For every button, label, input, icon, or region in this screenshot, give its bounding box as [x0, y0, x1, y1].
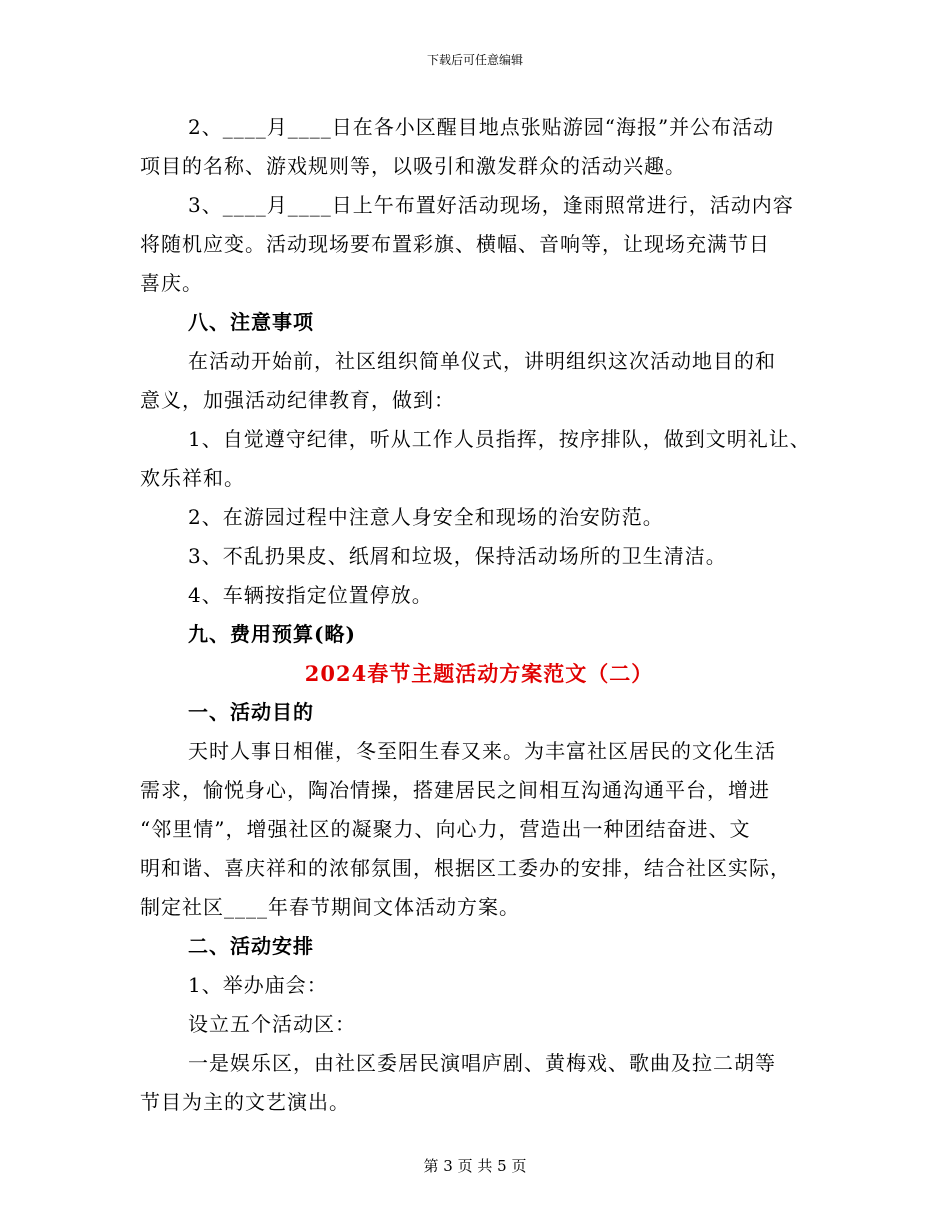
paragraph-line: 3、不乱扔果皮、纸屑和垃圾，保持活动场所的卫生清洁。	[188, 544, 727, 568]
paragraph-line: 项目的名称、游戏规则等，以吸引和激发群众的活动兴趣。	[140, 154, 686, 178]
section-heading: 九、费用预算(略)	[188, 622, 356, 646]
paragraph-line: 需求，愉悦身心，陶冶情操，搭建居民之间相互沟通沟通平台，增进	[140, 778, 770, 802]
paragraph-line: 制定社区____年春节期间文体活动方案。	[140, 895, 520, 919]
paragraph-line: 2、____月____日在各小区醒目地点张贴游园“海报”并公布活动	[188, 115, 775, 139]
paragraph-line: 1、自觉遵守纪律，听从工作人员指挥，按序排队，做到文明礼让、	[188, 427, 811, 451]
section-heading: 八、注意事项	[188, 310, 314, 334]
paragraph-line: 将随机应变。活动现场要布置彩旗、横幅、音响等，让现场充满节日	[140, 232, 770, 256]
document-subtitle: 2024春节主题活动方案范文（二）	[304, 661, 654, 686]
page-number: 第 3 页 共 5 页	[423, 1157, 527, 1175]
paragraph-line: 设立五个活动区：	[188, 1012, 356, 1036]
paragraph-line: 喜庆。	[140, 271, 203, 295]
paragraph-line: 3、____月____日上午布置好活动现场，逢雨照常进行，活动内容	[188, 193, 794, 217]
section-heading: 二、活动安排	[188, 934, 314, 958]
paragraph-line: 4、车辆按指定位置停放。	[188, 583, 433, 607]
paragraph-line: 意义，加强活动纪律教育，做到：	[140, 388, 455, 412]
paragraph-line: 1、举办庙会：	[188, 973, 328, 997]
paragraph-line: 天时人事日相催，冬至阳生春又来。为丰富社区居民的文化生活	[188, 739, 776, 763]
paragraph-line: 节目为主的文艺演出。	[140, 1090, 350, 1114]
paragraph-line: 2、在游园过程中注意人身安全和现场的治安防范。	[188, 505, 664, 529]
document-body	[140, 108, 820, 1122]
paragraph-line: 在活动开始前，社区组织简单仪式，讲明组织这次活动地目的和	[188, 349, 776, 373]
paragraph-line: 欢乐祥和。	[140, 466, 245, 490]
paragraph-line: 一是娱乐区，由社区委居民演唱庐剧、黄梅戏、歌曲及拉二胡等	[188, 1051, 776, 1075]
paragraph-line: “邻里情”，增强社区的凝聚力、向心力，营造出一种团结奋进、文	[140, 817, 751, 841]
page-header-note: 下载后可任意编辑	[426, 53, 523, 67]
paragraph-line: 明和谐、喜庆祥和的浓郁氛围，根据区工委办的安排，结合社区实际，	[140, 856, 791, 880]
section-heading: 一、活动目的	[188, 700, 314, 724]
